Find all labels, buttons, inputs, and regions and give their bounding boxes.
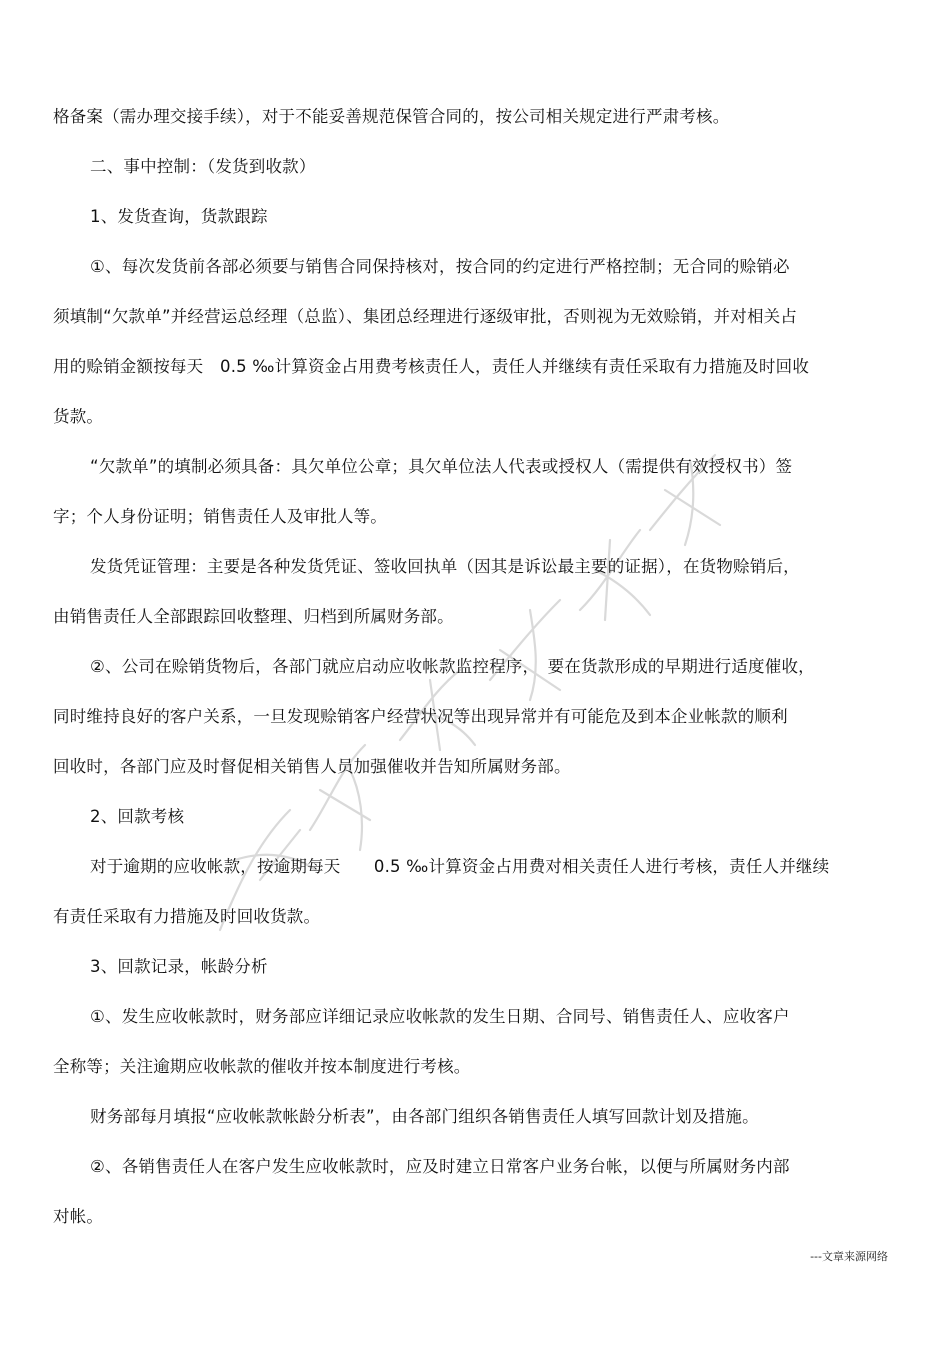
text-line: 同时维持良好的客户关系，一旦发现赊销客户经营状况等出现异常并有可能危及到本企业帐款的顺利 [53,707,788,726]
text-line: ②、公司在赊销货物后，各部门就应启动应收帐款监控程序， 要在货款形成的早期进行适度催收， [90,657,815,676]
text-line: 有责任采取有力措施及时回收货款。 [53,907,321,926]
section-heading: 二、事中控制：（发货到收款） [90,157,316,176]
text-line: 由销售责任人全部跟踪回收整理、归档到所属财务部。 [53,607,454,626]
text-line: 货款。 [53,407,104,426]
text-line: 用的赊销金额按每天 0.5 ‰计算资金占用费考核责任人，责任人并继续有责任采取有力措施及时回收 [53,357,810,376]
subsection-heading: 1、发货查询，货款跟踪 [90,207,268,226]
text-line: 对帐。 [53,1207,104,1226]
text-line: 回收时，各部门应及时督促相关销售人员加强催收并告知所属财务部。 [53,757,571,776]
text-line: 全称等；关注逾期应收帐款的催收并按本制度进行考核。 [53,1057,471,1076]
text-line: ①、发生应收帐款时，财务部应详细记录应收帐款的发生日期、合同号、销售责任人、应收客户 [90,1007,790,1026]
text-line: ①、每次发货前各部必须要与销售合同保持核对，按合同的约定进行严格控制；无合同的赊销必 [90,257,790,276]
text-line: 财务部每月填报“应收帐款帐龄分析表”，由各部门组织各销售责任人填写回款计划及措施。 [90,1107,759,1126]
text-line: ②、各销售责任人在客户发生应收帐款时，应及时建立日常客户业务台帐，以便与所属财务内部 [90,1157,790,1176]
text-line: 发货凭证管理：主要是各种发货凭证、签收回执单（因其是诉讼最主要的证据），在货物赊销后， [90,557,800,576]
subsection-heading: 3、回款记录，帐龄分析 [90,957,268,976]
text-line: 对于逾期的应收帐款，按逾期每天 0.5 ‰计算资金占用费对相关责任人进行考核，责任人并继续 [90,857,830,876]
source-footer: ---文章来源网络 [810,1250,888,1263]
text-line: 格备案（需办理交接手续），对于不能妥善规范保管合同的，按公司相关规定进行严肃考核。 [53,107,730,126]
text-line: “欠款单”的填制必须具备：具欠单位公章；具欠单位法人代表或授权人（需提供有效授权书）签 [90,457,793,476]
subsection-heading: 2、回款考核 [90,807,185,826]
text-line: 须填制“欠款单”并经营运总经理（总监）、集团总经理进行逐级审批，否则视为无效赊销，并对相关占 [53,307,798,326]
text-line: 字；个人身份证明；销售责任人及审批人等。 [53,507,387,526]
